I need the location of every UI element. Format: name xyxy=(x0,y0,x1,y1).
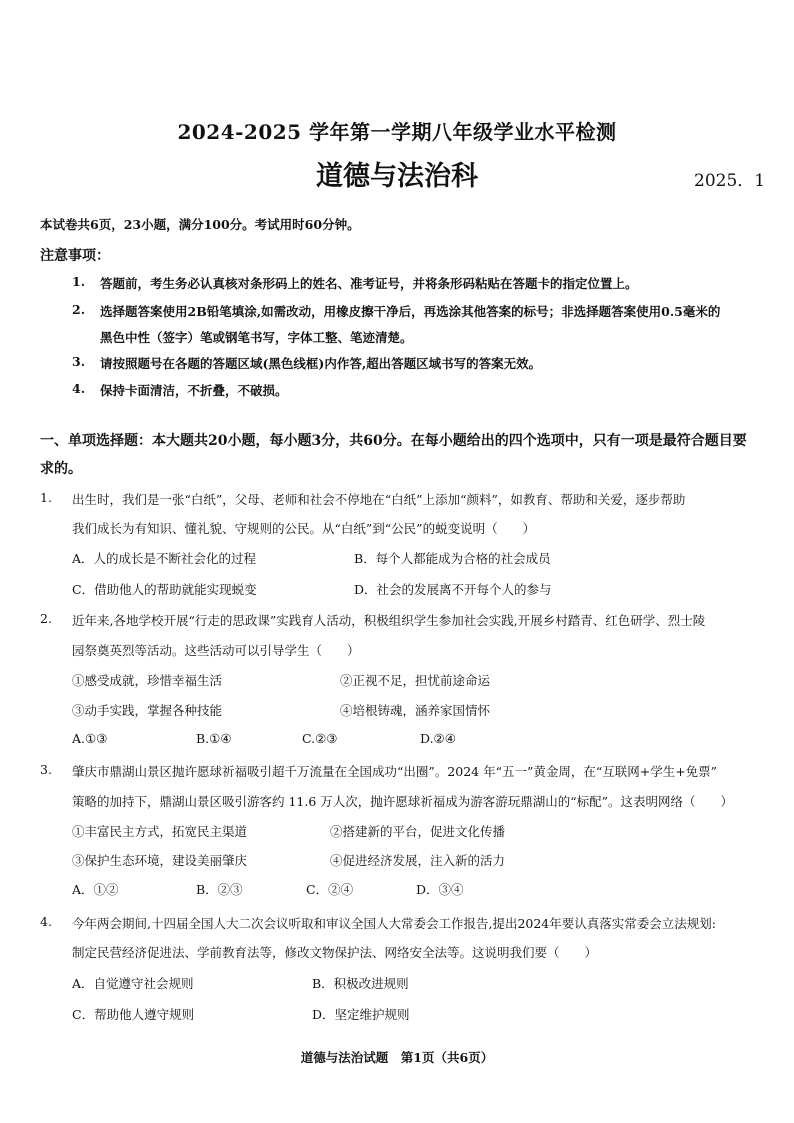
subject-title: 道德与法治科 xyxy=(316,161,478,192)
statement-1: ①感受成就，珍惜幸福生活 xyxy=(72,673,223,688)
option-d: D．社会的发展离不开每个人的参与 xyxy=(354,582,552,597)
page-footer: 道德与法治试题 第1页（共6页） xyxy=(300,1050,494,1065)
option-b: B．每个人都能成为合格的社会成员 xyxy=(354,551,551,566)
statement-3: ③保护生态环境，建设美丽肇庆 xyxy=(72,853,248,868)
statement-2: ②搭建新的平台，促进文化传播 xyxy=(330,824,506,839)
choice-c: C．②④ xyxy=(306,882,354,897)
notes-title: 注意事项： xyxy=(40,248,110,264)
question-number: 1. xyxy=(40,490,52,505)
option-a: A．人的成长是不断社会化的过程 xyxy=(72,551,257,566)
paper-intro: 本试卷共6页，23小题，满分100分。考试用时60分钟。 xyxy=(40,217,360,232)
question-stem-continued: 我们成长为有知识、懂礼貌、守规则的公民。从“白纸”到“公民”的蜕变说明（ ） xyxy=(72,521,536,536)
question-number: 2. xyxy=(40,611,52,626)
choice-c: C.②③ xyxy=(302,731,338,746)
question-stem: 今年两会期间,十四届全国人大二次会议听取和审议全国人大常委会工作报告,提出2024年要认真落实常委会立法规划: xyxy=(72,916,716,931)
choice-d: D.②④ xyxy=(420,731,456,746)
statement-2: ②正视不足，担忧前途命运 xyxy=(340,673,491,688)
choice-a: A．①② xyxy=(72,882,119,897)
question-stem: 肇庆市鼎湖山景区抛许愿球祈福吸引超千万流量在全国成功“出圈”。2024 年“五一”黄金周，在“互联网+学生+免票” xyxy=(72,764,718,779)
choice-d: D．③④ xyxy=(416,882,464,897)
statement-4: ④培根铸魂，涵养家国情怀 xyxy=(340,703,491,718)
question-stem: 出生时，我们是一张“白纸”，父母、老师和社会不停地在“白纸”上添加“颜料”，如教育、帮助和关爱，逐步帮助 xyxy=(72,492,686,507)
question-number: 4. xyxy=(40,914,52,929)
option-d: D．坚定维护规则 xyxy=(312,1007,410,1022)
choice-b: B.①④ xyxy=(196,731,232,746)
choice-a: A.①③ xyxy=(72,731,108,746)
option-c: C．借助他人的帮助就能实现蜕变 xyxy=(72,582,257,597)
exam-date: 2025．1 xyxy=(694,171,766,191)
question-stem: 近年来,各地学校开展“行走的思政课”实践育人活动，积极组织学生参加社会实践,开展乡村踏青、红色研学、烈士陵 xyxy=(72,613,706,628)
statement-4: ④促进经济发展，注入新的活力 xyxy=(330,853,506,868)
question-stem-continued: 策略的加持下，鼎湖山景区吸引游客约 11.6 万人次，抛许愿球祈福成为游客游玩鼎湖山的“标配”。这表明网络（ ） xyxy=(72,794,734,809)
question-number: 3. xyxy=(40,762,52,777)
choice-b: B．②③ xyxy=(196,882,243,897)
exam-title: 2024-2025 学年第一学期八年级学业水平检测 xyxy=(177,120,617,144)
question-stem-continued: 园祭奠英烈等活动。这些活动可以引导学生（ ） xyxy=(72,643,360,658)
section-heading-continued: 求的。 xyxy=(40,461,82,477)
question-stem-continued: 制定民营经济促进法、学前教育法等，修改文物保护法、网络安全法等。这说明我们要（ ） xyxy=(72,945,598,960)
note-item-continued: 黑色中性（签字）笔或钢笔书写，字体工整、笔迹清楚。 xyxy=(100,330,413,345)
option-b: B．积极改进规则 xyxy=(312,976,409,991)
statement-3: ③动手实践，掌握各种技能 xyxy=(72,703,223,718)
statement-1: ①丰富民主方式，拓宽民主渠道 xyxy=(72,824,248,839)
option-a: A．自觉遵守社会规则 xyxy=(72,976,194,991)
option-c: C．帮助他人遵守规则 xyxy=(72,1007,195,1022)
section-heading: 一、单项选择题：本大题共20小题，每小题3分，共60分。在每小题给出的四个选项中，只有一项是最符合题目要 xyxy=(40,433,747,449)
